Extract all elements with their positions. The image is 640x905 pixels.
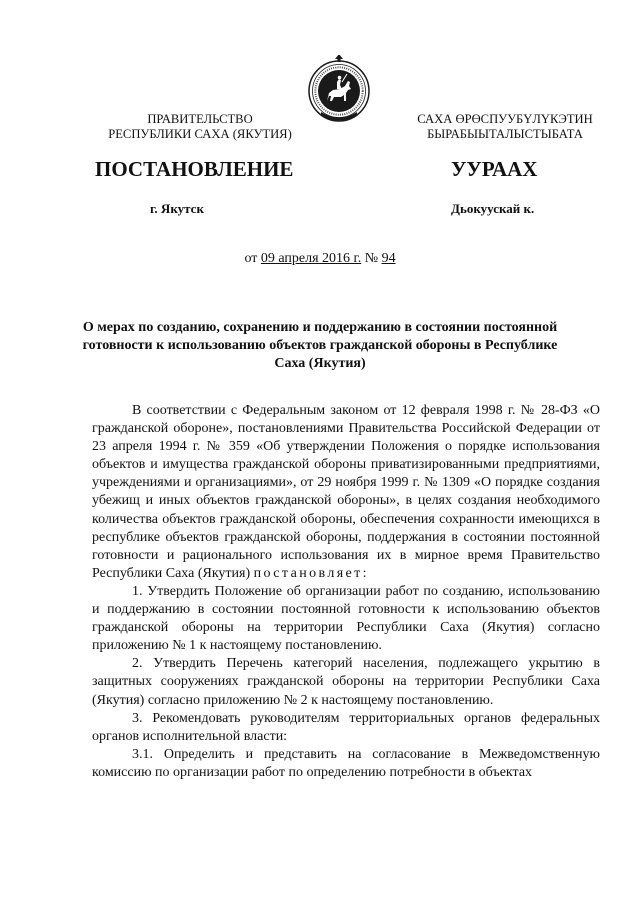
item-3: 3. Рекомендовать руководителям территориальных органов федеральных органов исполнительной власти: bbox=[92, 710, 600, 744]
intro-paragraph bbox=[92, 402, 600, 583]
doc-type-sakha: УУРААХ bbox=[451, 157, 538, 181]
header-left-block bbox=[80, 112, 320, 142]
item-2: 2. Утвердить Перечень категорий населения, подлежащего укрытию в защитных сооружениях гражданской обороны на территории Республики Саха (Якутия) согласно приложению № 2 к настоящему постановлению. bbox=[92, 656, 600, 708]
document-title: О мерах по созданию, сохранению и поддержанию в состоянии постоянной готовности к использованию объектов гражданской обороны в Республике Саха (Якутия) bbox=[82, 320, 558, 371]
intro-text: В соответствии с Федеральным законом от 12 февраля 1998 г. № 28-ФЗ «О гражданской обороне», постановлениями Правительства Российской Федерации от 23 апреля 1994 г. № 359 «Об утверждении Положения о порядке использования объектов и имущества гражданской обороны приватизированными предприятиями, учреждениями и организациями», от 29 ноября 1999 г. № 1309 «О порядке создания убежищ и иных объектов гражданской обороны», в целях создания необходимого количества объектов гражданской обороны, обеспечения сохранности имеющихся в республике объектов гражданской обороны, поддержания в состоянии постоянной готовности и рационального использования их в мирное время Правительство Республики Саха (Якутия) bbox=[92, 403, 600, 581]
city-ru: г. Якутск bbox=[150, 201, 204, 216]
document-body bbox=[92, 402, 600, 782]
header-right-block bbox=[390, 112, 620, 142]
item-1: 1. Утвердить Положение об организации работ по созданию, использованию и поддержанию в состоянии постоянной готовности к использованию объектов гражданской обороны на территории Республики Саха (Якутия) согласно приложению № 1 к настоящему постановлению. bbox=[92, 583, 600, 654]
decree-word: постановляет: bbox=[253, 565, 369, 581]
header-left-line2: РЕСПУБЛИКИ САХА (ЯКУТИЯ) bbox=[108, 127, 292, 141]
header-right-line1: САХА ӨРӨСПУУБҮЛҮКЭТИН bbox=[417, 112, 593, 126]
header-right-line2: БЫРАБЫЫТАЛЫСТЫБАТА bbox=[427, 127, 583, 141]
header-left-line1: ПРАВИТЕЛЬСТВО bbox=[147, 112, 253, 126]
date-prefix: от bbox=[244, 251, 261, 266]
number-label: № bbox=[361, 251, 382, 266]
city-sakha: Дьокуускай к. bbox=[451, 201, 535, 216]
date-value: 09 апреля 2016 г. bbox=[260, 251, 362, 266]
date-line bbox=[0, 251, 640, 267]
doc-type-ru: ПОСТАНОВЛЕНИЕ bbox=[95, 157, 294, 181]
number-value: 94 bbox=[381, 251, 396, 266]
item-3-1: 3.1. Определить и представить на согласование в Межведомственную комиссию по организации работ по определению потребности в объектах bbox=[92, 746, 600, 780]
